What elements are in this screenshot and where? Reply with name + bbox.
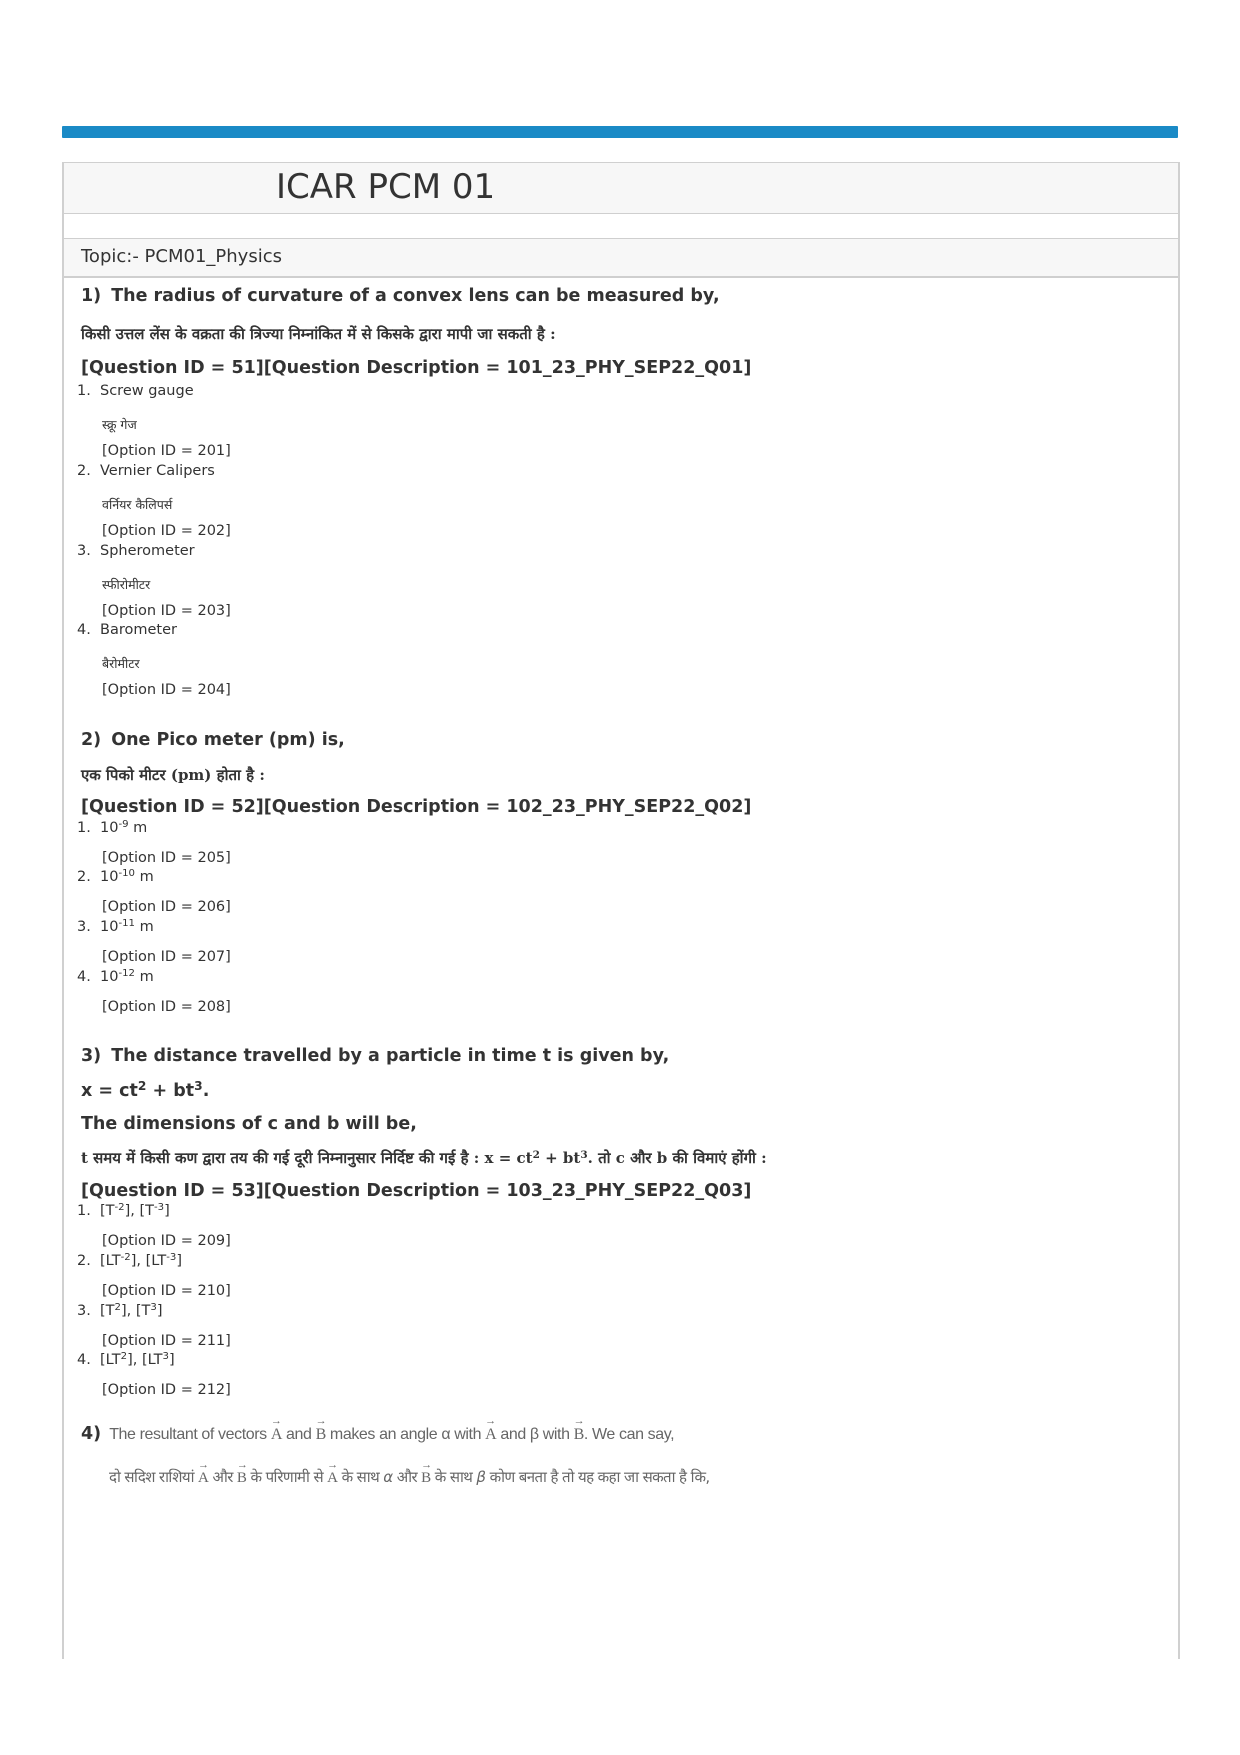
question-3-option-4[interactable]: 4. $[LT^2]$, $[LT^3]$	[77, 1350, 175, 1368]
option-id: [Option ID = 201]	[102, 443, 231, 459]
question-2-option-3[interactable]: 3. $10^{-11}$ m	[77, 917, 154, 935]
question-3-id: [Question ID = 53][Question Description = 103_23_PHY_SEP22_Q03]	[81, 1181, 752, 1201]
vector-a-symbol: → A	[327, 1470, 337, 1487]
question-paper-container	[62, 162, 1180, 1659]
option-hindi-text: वर्नियर कैलिपर्स	[102, 497, 173, 512]
option-id: [Option ID = 212]	[102, 1382, 231, 1398]
question-2-option-4[interactable]: 4. $10^{-12}$ m	[77, 967, 154, 985]
spacer-row	[64, 214, 1178, 239]
question-number: 2)	[81, 730, 102, 750]
question-2-option-1[interactable]: 1. $10^{-9}$ m	[77, 818, 148, 836]
question-1-option-3[interactable]: 3. Spherometer	[77, 543, 195, 559]
option-id: [Option ID = 205]	[102, 850, 231, 866]
alpha-symbol: α	[441, 1426, 451, 1443]
vector-b-symbol: → B	[316, 1426, 326, 1444]
option-id: [Option ID = 210]	[102, 1283, 231, 1299]
title-row	[64, 163, 1178, 214]
vector-a-symbol: → A	[271, 1426, 282, 1444]
option-id: [Option ID = 202]	[102, 523, 231, 539]
option-id: [Option ID = 203]	[102, 603, 231, 619]
header-accent-bar	[62, 126, 1178, 138]
option-id: [Option ID = 209]	[102, 1233, 231, 1249]
question-4-image-text: The resultant of vectors → A and → B makes an angle α with → A and β with → B. We can say,	[109, 1426, 674, 1443]
vector-b-symbol: → B	[237, 1470, 246, 1487]
question-4-text-hindi: दो सदिश राशियां → A और → B के परिणामी से → A के साथ α और → B के साथ β कोण बनता है तो यह कहा जा सकता है कि,	[109, 1467, 710, 1487]
question-number: 4)	[81, 1424, 102, 1444]
question-3-text-2: The dimensions of c and b will be,	[81, 1114, 417, 1134]
option-hindi-text: बैरोमीटर	[102, 656, 140, 671]
question-number: 3)	[81, 1046, 102, 1066]
beta-symbol: β	[529, 1426, 539, 1443]
question-3-equation: $x = ct^2 + bt^3$.	[81, 1078, 210, 1101]
vector-a-symbol: → A	[485, 1426, 496, 1444]
question-1-option-2[interactable]: 2. Vernier Calipers	[77, 463, 215, 479]
option-id: [Option ID = 208]	[102, 999, 231, 1015]
question-2-text-hindi: एक पिको मीटर (pm) होता है :	[81, 766, 265, 784]
question-4-text	[81, 1424, 674, 1444]
question-1-text-hindi: किसी उत्तल लेंस के वक्रता की त्रिज्या निम्नांकित में से किसके द्वारा मापी जा सकती है :	[81, 325, 556, 343]
vector-b-symbol: → B	[574, 1426, 584, 1444]
question-3-text: 3) The distance travelled by a particle in time t is given by,	[81, 1046, 670, 1066]
question-3-option-1[interactable]: 1. $[T^{-2}]$, $[T^{-3}]$	[77, 1201, 170, 1219]
question-1-text: 1) The radius of curvature of a convex lens can be measured by,	[81, 286, 720, 306]
question-number: 1)	[81, 286, 102, 306]
alpha-symbol: α	[383, 1468, 393, 1486]
beta-symbol: β	[476, 1468, 486, 1486]
question-1-id: [Question ID = 51][Question Description = 101_23_PHY_SEP22_Q01]	[81, 358, 752, 378]
vector-a-symbol: → A	[198, 1470, 208, 1487]
question-1-option-1[interactable]: 1. Screw gauge	[77, 383, 194, 399]
option-id: [Option ID = 207]	[102, 949, 231, 965]
question-2-id: [Question ID = 52][Question Description = 102_23_PHY_SEP22_Q02]	[81, 797, 752, 817]
question-3-option-3[interactable]: 3. $[T^2]$, $[T^3]$	[77, 1301, 163, 1319]
option-id: [Option ID = 204]	[102, 682, 231, 698]
topic-row	[64, 239, 1178, 278]
question-1-option-4[interactable]: 4. Barometer	[77, 622, 177, 638]
question-3-text-hindi: t समय में किसी कण द्वारा तय की गई दूरी निम्नानुसार निर्दिष्ट की गई है : $x = ct^2 + bt^3$. तो c और b की विमाएं होंगी :	[81, 1148, 767, 1167]
option-hindi-text: स्क्रू गेज	[102, 417, 137, 432]
option-hindi-text: स्फीरोमीटर	[102, 577, 151, 592]
option-id: [Option ID = 206]	[102, 899, 231, 915]
question-3-option-2[interactable]: 2. $[LT^{-2}]$, $[LT^{-3}]$	[77, 1251, 182, 1269]
topic-label: Topic:- PCM01_Physics	[81, 246, 282, 267]
question-2-option-2[interactable]: 2. $10^{-10}$ m	[77, 867, 154, 885]
page-title: ICAR PCM 01	[276, 167, 496, 207]
question-2-text: 2) One Pico meter (pm) is,	[81, 730, 345, 750]
vector-b-symbol: → B	[421, 1470, 430, 1487]
option-id: [Option ID = 211]	[102, 1333, 231, 1349]
